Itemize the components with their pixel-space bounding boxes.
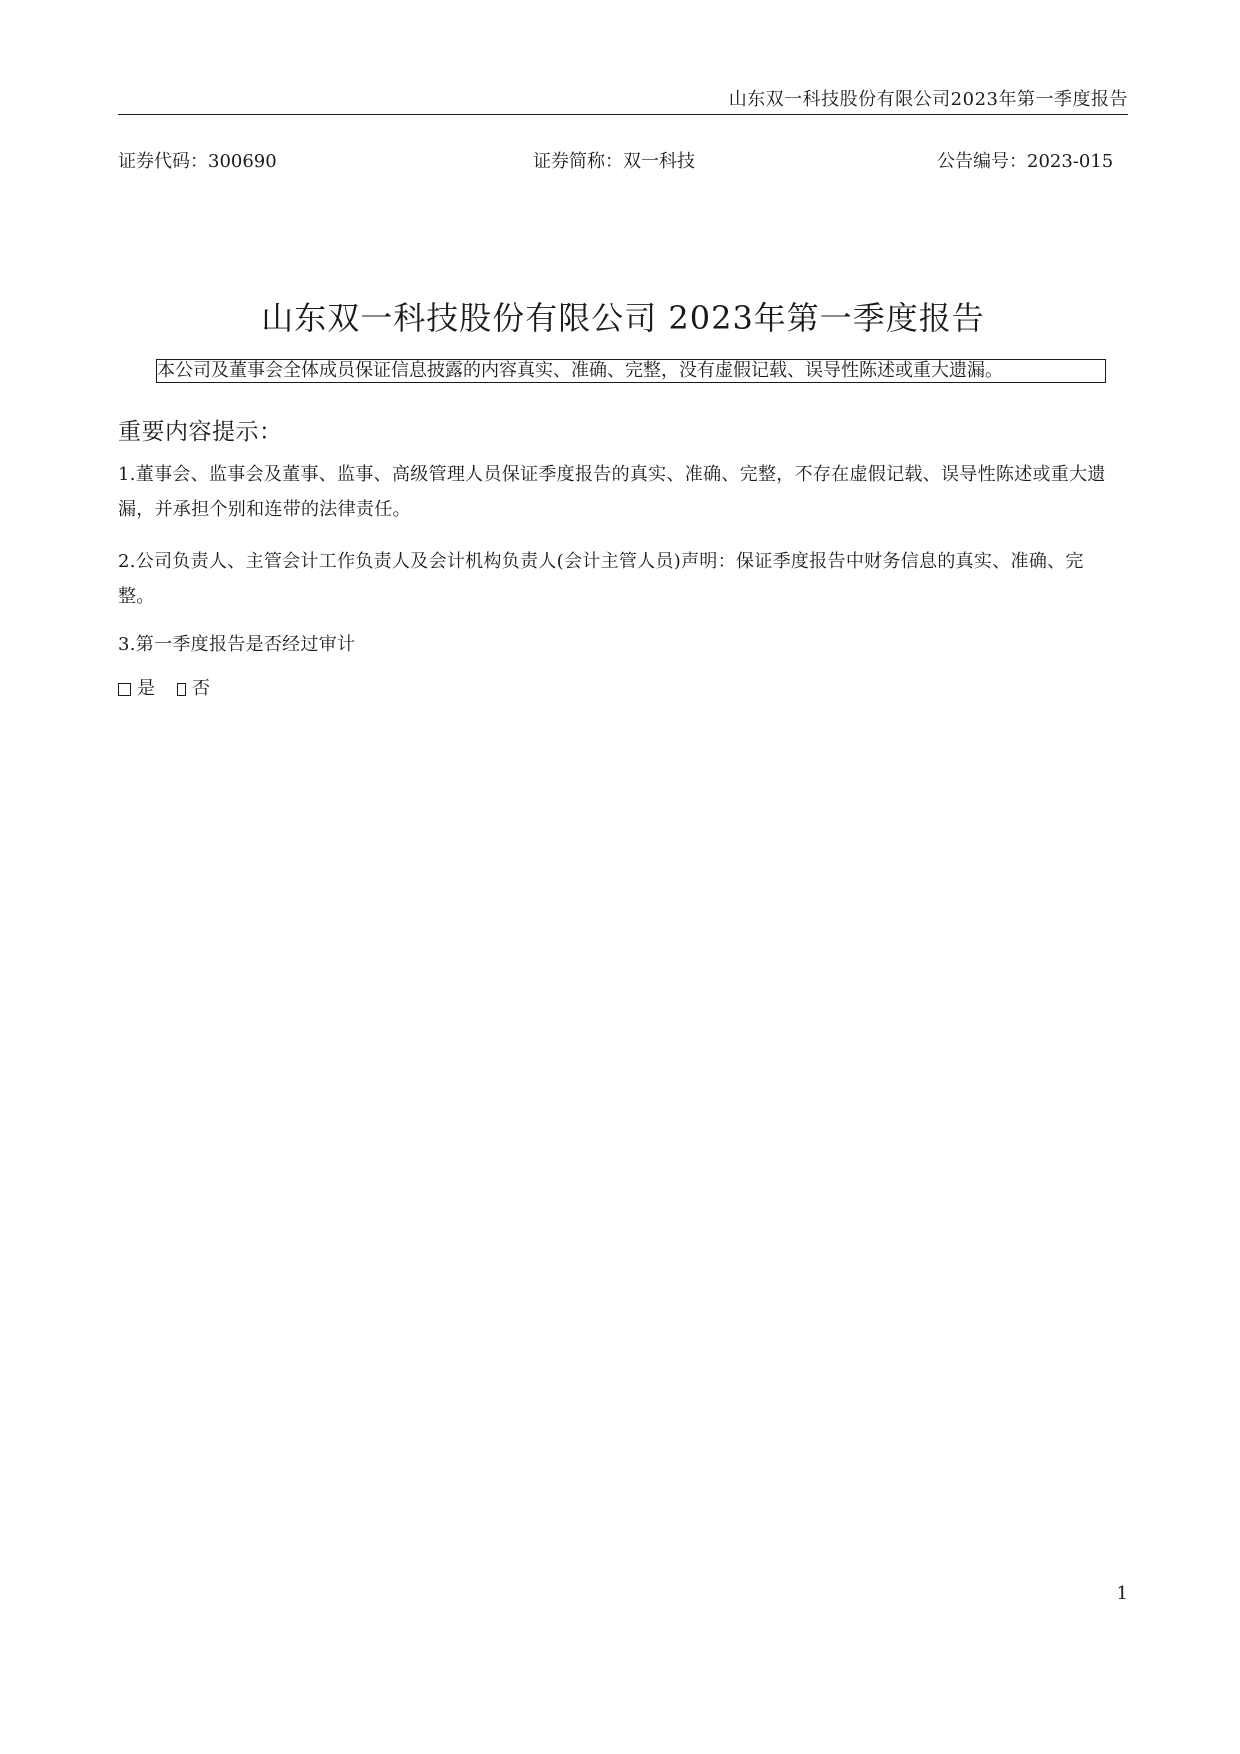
- audit-no-label: 否: [192, 678, 210, 699]
- section-heading: 重要内容提示：: [118, 419, 283, 445]
- audit-yes-label: 是: [137, 678, 155, 699]
- audit-no-checkbox[interactable]: [177, 683, 186, 696]
- stock-code: 证券代码：300690: [118, 151, 277, 172]
- audit-yes-checkbox[interactable]: [118, 683, 131, 696]
- notice-item-2: 2.公司负责人、主管会计工作负责人及会计机构负责人(会计主管人员)声明：保证季度报告中财务信息的真实、准确、完整。: [118, 551, 1084, 607]
- announcement-number: 公告编号：2023-015: [937, 151, 1114, 172]
- disclosure-statement-box: [156, 359, 1106, 383]
- stock-short-name: 证券简称：双一科技: [533, 151, 695, 172]
- disclosure-statement-text: 本公司及董事会全体成员保证信息披露的内容真实、准确、完整，没有虚假记载、误导性陈述或重大遗漏。: [157, 360, 1003, 381]
- document-title: 山东双一科技股份有限公司 2023年第一季度报告: [261, 299, 985, 337]
- notice-item-1: 1.董事会、监事会及董事、监事、高级管理人员保证季度报告的真实、准确、完整，不存在虚假记载、误导性陈述或重大遗漏，并承担个别和连带的法律责任。: [118, 464, 1106, 520]
- running-header: 山东双一科技股份有限公司2023年第一季度报告: [728, 89, 1128, 110]
- header-divider: [118, 114, 1128, 115]
- notice-item-3: 3.第一季度报告是否经过审计: [118, 634, 356, 655]
- audit-options: [118, 674, 210, 704]
- page-number: 1: [1116, 1583, 1128, 1604]
